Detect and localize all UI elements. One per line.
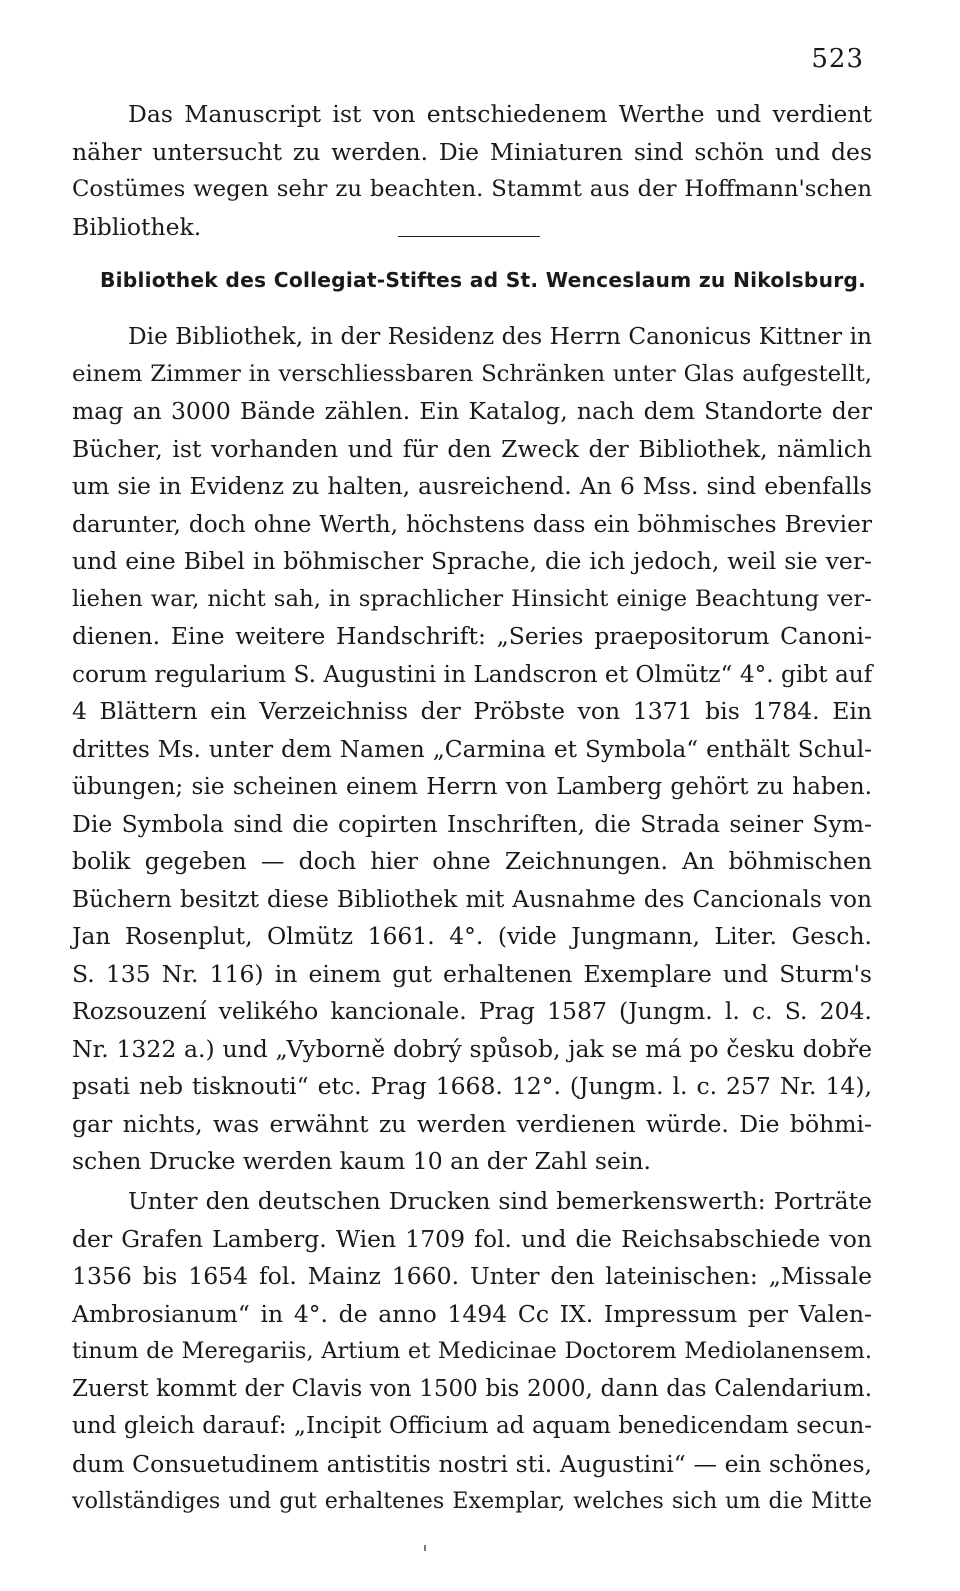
- text-line: der Grafen Lamberg. Wien 1709 fol. und die Reichsabschiede von: [72, 1224, 872, 1253]
- text-line: Die Symbola sind die copirten Inschriften, die Strada seiner Sym-: [72, 809, 872, 838]
- text-line: darunter, doch ohne Werth, höchstens dass ein böhmisches Brevier: [72, 510, 872, 538]
- text-line: Büchern besitzt diese Bibliothek mit Ausnahme des Cancionals von: [72, 885, 872, 913]
- text-line: drittes Ms. unter dem Namen „Carmina et Symbola“ enthält Schul-: [72, 735, 872, 763]
- text-line: Das Manuscript ist von entschiedenem Werthe und verdient: [128, 100, 872, 128]
- text-line: mag an 3000 Bände zählen. Ein Katalog, nach dem Standorte der: [72, 397, 872, 425]
- text-line: Die Bibliothek, in der Residenz des Herrn Canonicus Kittner in: [128, 323, 872, 350]
- section-heading: Bibliothek des Collegiat-Stiftes ad St. Wenceslaum zu Nikolsburg.: [100, 268, 866, 292]
- text-line: 1356 bis 1654 fol. Mainz 1660. Unter den lateinischen: „Missale: [72, 1262, 872, 1290]
- text-line: einem Zimmer in verschliessbaren Schränken unter Glas aufgestellt,: [72, 360, 872, 387]
- text-line: vollständiges und gut erhaltenes Exemplar, welches sich um die Mitte: [72, 1488, 872, 1514]
- text-line: 4 Blättern ein Verzeichniss der Pröbste von 1371 bis 1784. Ein: [72, 697, 872, 725]
- text-line: dum Consuetudinem antistitis nostri sti. Augustini“ — ein schönes,: [72, 1449, 872, 1478]
- text-line: Zuerst kommt der Clavis von 1500 bis 2000, dann das Calendarium.: [72, 1375, 872, 1402]
- text-line: übungen; sie scheinen einem Herrn von Lamberg gehört zu haben.: [72, 773, 872, 800]
- text-line: corum regularium S. Augustini in Landscron et Olmütz“ 4°. gibt auf: [72, 660, 873, 688]
- text-line: liehen war, nicht sah, in sprachlicher Hinsicht einige Beachtung ver-: [72, 585, 872, 612]
- prints-paragraph: [72, 1183, 872, 1521]
- text-line: Nr. 1322 a.) und „Vyborně dobrý spůsob, jak se má po česku dobře: [72, 1034, 872, 1063]
- text-line: und eine Bibel in böhmischer Sprache, die ich jedoch, weil sie ver-: [72, 547, 872, 575]
- text-line: gar nichts, was erwähnt zu werden verdienen würde. Die böhmi-: [72, 1109, 872, 1138]
- text-line: um sie in Evidenz zu halten, ausreichend. An 6 Mss. sind ebenfalls: [72, 472, 872, 500]
- text-line: und gleich darauf: „Incipit Officium ad aquam benedicendam secun-: [72, 1413, 872, 1439]
- text-line: dienen. Eine weitere Handschrift: „Series praepositorum Canoni-: [72, 622, 872, 650]
- text-line: Costümes wegen sehr zu beachten. Stammt aus der Hoffmann'schen: [72, 176, 872, 202]
- text-line: Bibliothek.: [72, 212, 202, 241]
- section-divider: [398, 236, 540, 237]
- library-paragraph: [72, 318, 872, 1181]
- text-line: tinum de Meregariis, Artium et Medicinae Doctorem Mediolanensem.: [72, 1338, 872, 1364]
- text-line: näher untersucht zu werden. Die Miniaturen sind schön und des: [72, 137, 872, 166]
- text-line: Unter den deutschen Drucken sind bemerkenswerth: Porträte: [128, 1187, 872, 1215]
- text-line: Jan Rosenplut, Olmütz 1661. 4°. (vide Jungmann, Liter. Gesch.: [72, 922, 872, 950]
- text-line: psati neb tisknouti“ etc. Prag 1668. 12°. (Jungm. l. c. 257 Nr. 14),: [72, 1072, 872, 1100]
- text-line: Rozsouzení velikého kancionale. Prag 1587 (Jungm. l. c. S. 204.: [72, 997, 872, 1025]
- intro-paragraph: [72, 96, 872, 246]
- page-number: 523: [811, 44, 864, 74]
- text-line: Ambrosianum“ in 4°. de anno 1494 Cc IX. Impressum per Valen-: [72, 1299, 872, 1328]
- print-mark: [424, 1545, 426, 1551]
- text-line: Bücher, ist vorhanden und für den Zweck der Bibliothek, nämlich: [72, 434, 872, 463]
- text-line: S. 135 Nr. 116) in einem gut erhaltenen Exemplare und Sturm's: [72, 959, 872, 988]
- text-line: schen Drucke werden kaum 10 an der Zahl sein.: [72, 1147, 651, 1175]
- text-line: bolik gegeben — doch hier ohne Zeichnungen. An böhmischen: [72, 847, 872, 875]
